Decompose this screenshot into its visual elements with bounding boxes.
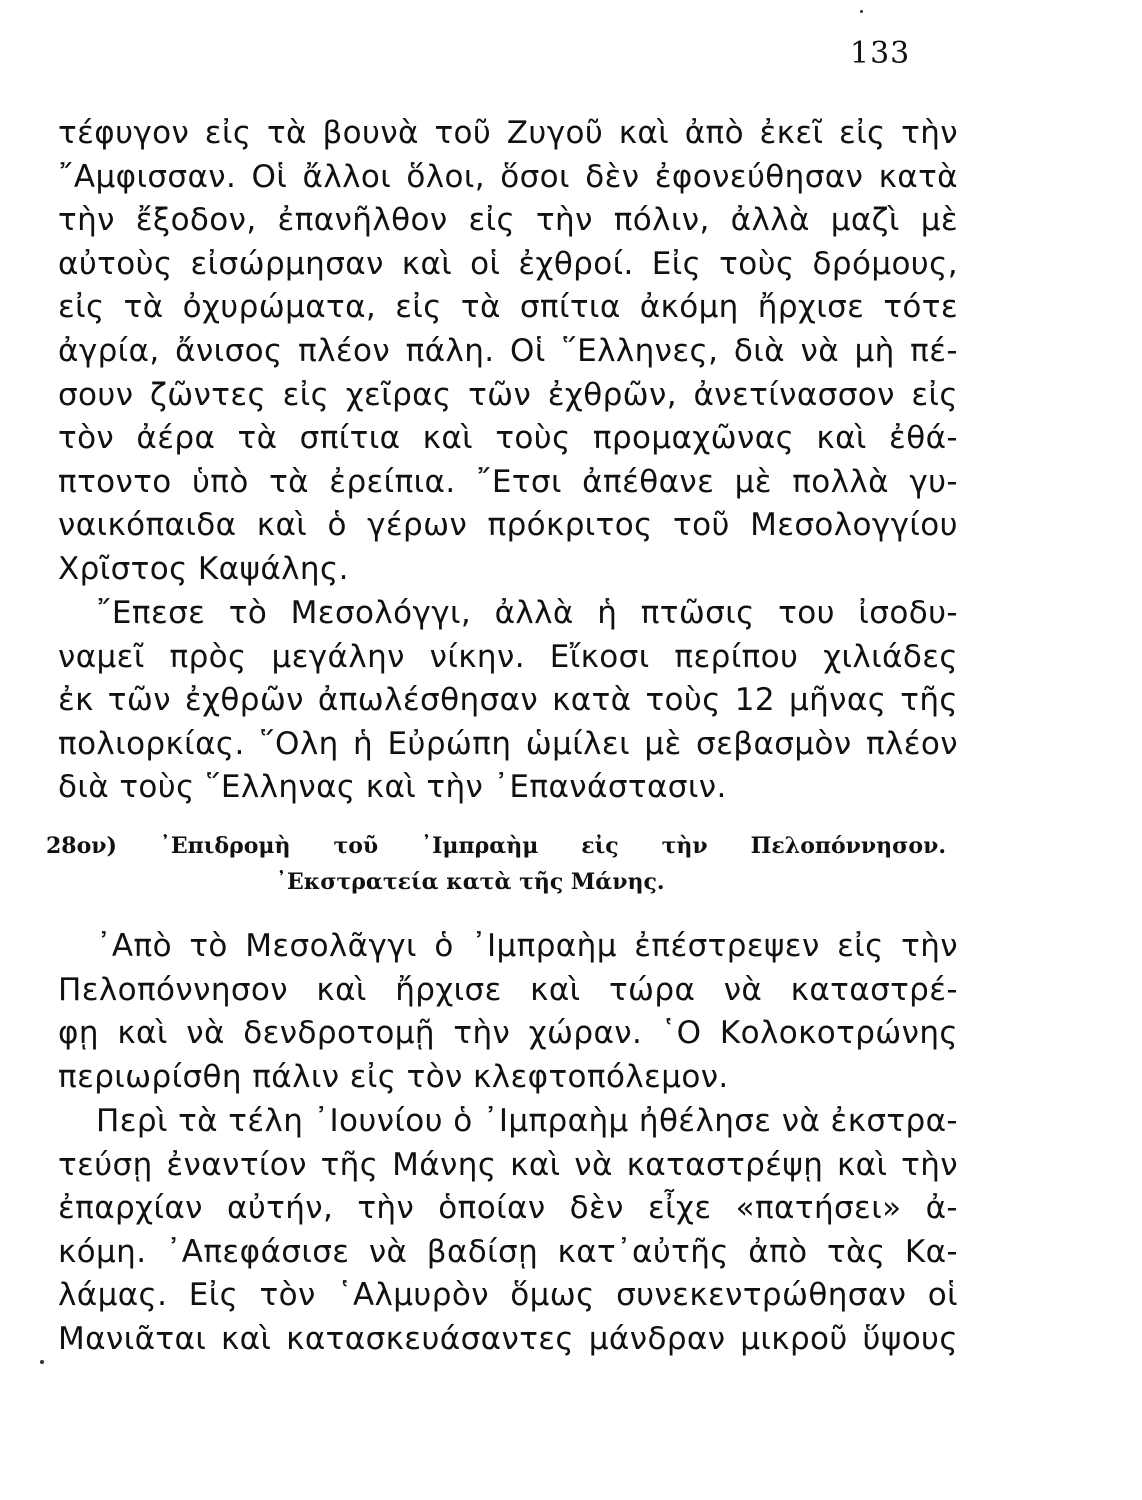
paragraph-4 bbox=[58, 1100, 958, 1362]
text-line: πτοντο ὑπὸ τὰ ἐρείπια. ῎Ετσι ἀπέθανε μὲ πολλὰ γυ- bbox=[58, 463, 958, 500]
text-line: Πελοπόννησον καὶ ἤρχισε καὶ τώρα νὰ καταστρέ- bbox=[58, 971, 958, 1008]
text-line: λάμας. Εἰς τὸν ῾Αλμυρὸν ὅμως συνεκεντρώθησαν οἱ bbox=[58, 1277, 958, 1314]
page-number: 133 bbox=[850, 36, 911, 71]
scan-speck bbox=[40, 1360, 44, 1364]
section-heading bbox=[46, 828, 946, 900]
scan-speck bbox=[860, 10, 863, 13]
section-subtitle: ᾿Εκστρατεία κατὰ τῆς Μάνης. bbox=[276, 869, 665, 895]
text-line: ναικόπαιδα καὶ ὁ γέρων πρόκριτος τοῦ Μεσολογγίου bbox=[58, 507, 958, 544]
text-line: αὐτοὺς εἰσώρμησαν καὶ οἱ ἐχθροί. Εἰς τοὺς δρόμους, bbox=[58, 245, 958, 282]
text-line: τεύσῃ ἐναντίον τῆς Μάνης καὶ νὰ καταστρέψῃ καὶ τὴν bbox=[58, 1146, 958, 1183]
text-line: Μανιᾶται καὶ κατασκευάσαντες μάνδραν μικροῦ ὕψους bbox=[58, 1320, 958, 1357]
text-line: κόμη. ᾿Απεφάσισε νὰ βαδίσῃ κατ᾿αὐτῆς ἀπὸ τὰς Κα- bbox=[58, 1233, 958, 1270]
text-line: φῃ καὶ νὰ δενδροτομῇ τὴν χώραν. ῾Ο Κολοκοτρώνης bbox=[58, 1015, 958, 1052]
text-line: περιωρίσθη πάλιν εἰς τὸν κλεφτοπόλεμον. bbox=[58, 1058, 729, 1095]
text-line: ναμεῖ πρὸς μεγάλην νίκην. Εἴκοσι περίπου χιλιάδες bbox=[58, 638, 958, 675]
paragraph-3 bbox=[58, 925, 958, 1099]
paragraph-2 bbox=[58, 592, 958, 810]
text-line: ἀγρία, ἄνισος πλέον πάλη. Οἱ ῞Ελληνες, διὰ νὰ μὴ πέ- bbox=[58, 332, 958, 369]
text-line: σουν ζῶντες εἰς χεῖρας τῶν ἐχθρῶν, ἀνετίνασσον εἰς bbox=[58, 376, 958, 413]
text-line: πολιορκίας. ῞Ολη ἡ Εὐρώπη ὡμίλει μὲ σεβασμὸν πλέον bbox=[58, 725, 958, 762]
text-line: Περὶ τὰ τέλη ᾿Ιουνίου ὁ ᾿Ιμπραὴμ ἠθέλησε νὰ ἐκστρα- bbox=[96, 1103, 958, 1139]
text-line: ῎Αμφισσαν. Οἱ ἄλλοι ὅλοι, ὅσοι δὲν ἐφονεύθησαν κατὰ bbox=[58, 158, 958, 195]
text-line: τὸν ἀέρα τὰ σπίτια καὶ τοὺς προμαχῶνας καὶ ἐθά- bbox=[58, 420, 958, 457]
text-line: ἐπαρχίαν αὐτήν, τὴν ὁποίαν δὲν εἶχε «πατήσει» ἀ- bbox=[58, 1190, 958, 1227]
text-line: τὴν ἔξοδον, ἐπανῆλθον εἰς τὴν πόλιν, ἀλλὰ μαζὶ μὲ bbox=[58, 202, 958, 239]
text-line: διὰ τοὺς ῞Ελληνας καὶ τὴν ᾿Επανάστασιν. bbox=[58, 769, 727, 806]
text-line: εἰς τὰ ὀχυρώματα, εἰς τὰ σπίτια ἀκόμη ἤρχισε τότε bbox=[58, 289, 958, 326]
text-line: ἐκ τῶν ἐχθρῶν ἀπωλέσθησαν κατὰ τοὺς 12 μῆνας τῆς bbox=[58, 682, 958, 719]
text-line: ᾿Απὸ τὸ Μεσολᾶγγι ὁ ᾿Ιμπραὴμ ἐπέστρεψεν εἰς τὴν bbox=[96, 928, 958, 964]
text-line: Χρῖστος Καψάλης. bbox=[58, 550, 349, 587]
text-line: ῎Επεσε τὸ Μεσολόγγι, ἀλλὰ ἡ πτῶσις του ἰσοδυ- bbox=[96, 595, 958, 631]
section-title: 28ον) ᾿Επιδρομὴ τοῦ ᾿Ιμπραὴμ εἰς τὴν Πελοπόννησον. bbox=[46, 833, 946, 859]
text-line: τέφυγον εἰς τὰ βουνὰ τοῦ Ζυγοῦ καὶ ἀπὸ ἐκεῖ εἰς τὴν bbox=[58, 115, 958, 151]
paragraph-1 bbox=[58, 112, 958, 592]
